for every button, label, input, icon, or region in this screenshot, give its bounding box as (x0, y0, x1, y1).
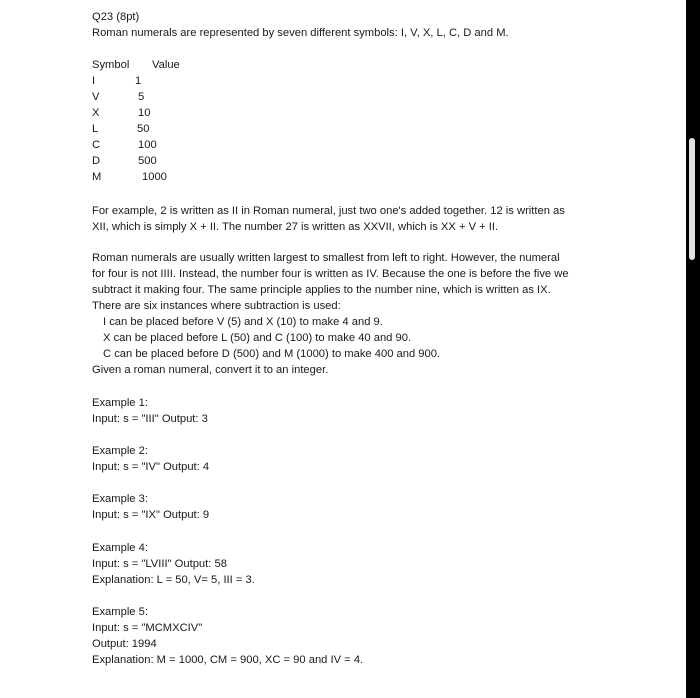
task-statement: Given a roman numeral, convert it to an integer. (92, 364, 329, 376)
value-cell: 50 (137, 123, 150, 135)
value-cell: 10 (138, 107, 151, 119)
paragraph-line: Roman numerals are usually written largest to smallest from left to right. However, the numeral (92, 252, 560, 264)
example-line: Input: s = "MCMXCIV" (92, 622, 203, 634)
rule-line: I can be placed before V (5) and X (10) to make 4 and 9. (103, 316, 383, 328)
example-title: Example 3: (92, 493, 148, 505)
symbol-cell: L (92, 123, 99, 135)
value-cell: 500 (138, 155, 157, 167)
symbol-cell: D (92, 155, 101, 167)
example-title: Example 5: (92, 606, 148, 618)
symbol-cell: C (92, 139, 101, 151)
example-line: Explanation: M = 1000, CM = 900, XC = 90 and IV = 4. (92, 654, 364, 666)
symbol-column-header: Symbol (92, 59, 130, 71)
example-title: Example 4: (92, 542, 148, 554)
paragraph-line: XII, which is simply X + II. The number 27 is written as XXVII, which is XX + V + II. (92, 221, 499, 233)
rule-line: C can be placed before D (500) and M (1000) to make 400 and 900. (103, 348, 441, 360)
paragraph-line: There are six instances where subtraction is used: (92, 300, 341, 312)
symbol-cell: M (92, 171, 102, 183)
scrollbar-thumb[interactable] (689, 138, 695, 260)
value-cell: 1000 (142, 171, 167, 183)
paragraph-line: subtract it making four. The same principle applies to the number nine, which is written as IX. (92, 284, 551, 296)
paragraph-line: For example, 2 is written as II in Roman numeral, just two one's added together. 12 is written as (92, 205, 565, 217)
example-title: Example 2: (92, 445, 148, 457)
question-heading: Q23 (8pt) (92, 11, 140, 23)
example-title: Example 1: (92, 397, 148, 409)
scrollbar-track[interactable] (686, 0, 700, 698)
example-line: Input: s = "LVIII" Output: 58 (92, 558, 227, 570)
value-cell: 1 (135, 75, 142, 87)
example-line: Input: s = "IX" Output: 9 (92, 509, 210, 521)
paragraph-line: for four is not IIII. Instead, the number four is written as IV. Because the one is before the five we (92, 268, 569, 280)
example-line: Explanation: L = 50, V= 5, III = 3. (92, 574, 255, 586)
question-intro: Roman numerals are represented by seven different symbols: I, V, X, L, C, D and M. (92, 27, 509, 39)
example-line: Input: s = "III" Output: 3 (92, 413, 208, 425)
value-cell: 5 (138, 91, 145, 103)
value-column-header: Value (152, 59, 180, 71)
symbol-cell: V (92, 91, 100, 103)
example-line: Output: 1994 (92, 638, 157, 650)
value-cell: 100 (138, 139, 157, 151)
symbol-cell: I (92, 75, 96, 87)
rule-line: X can be placed before L (50) and C (100) to make 40 and 90. (103, 332, 412, 344)
symbol-cell: X (92, 107, 100, 119)
example-line: Input: s = "IV" Output: 4 (92, 461, 210, 473)
